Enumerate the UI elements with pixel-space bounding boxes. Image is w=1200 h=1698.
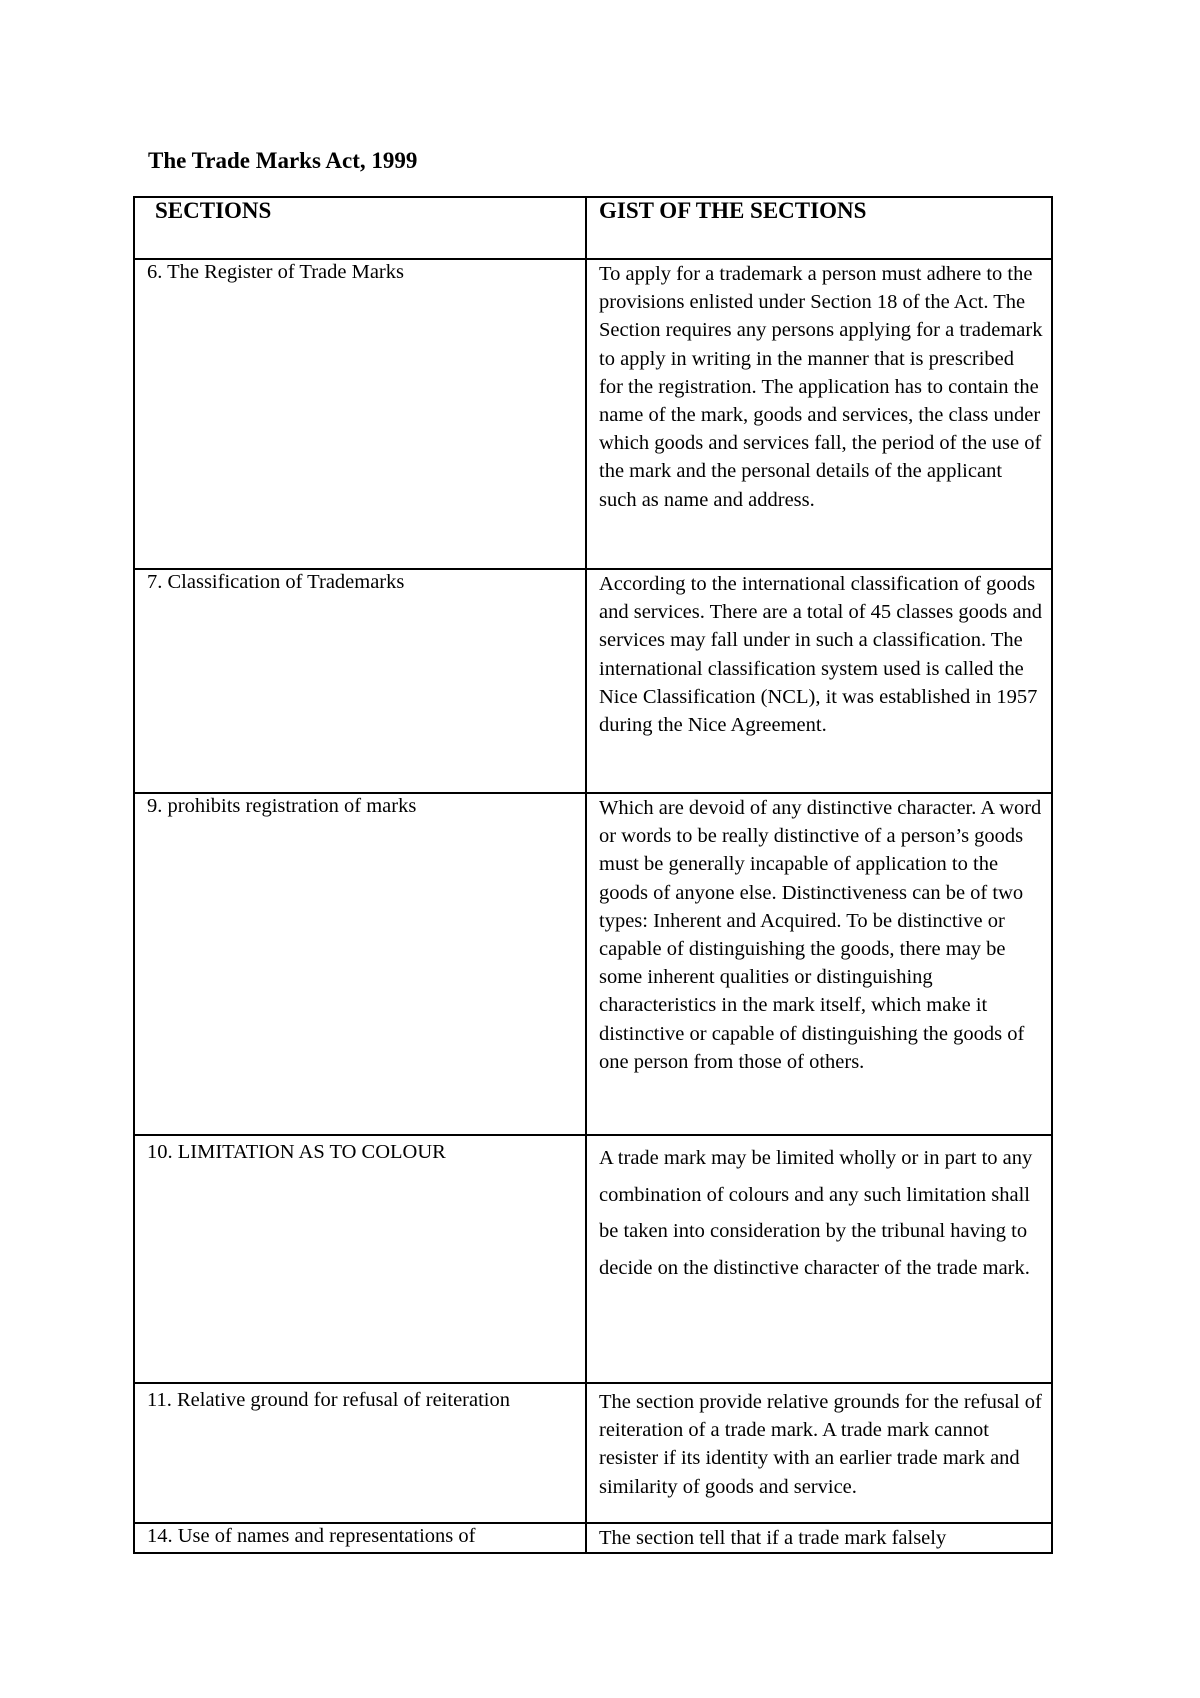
sections-table (133, 196, 1053, 1554)
table-row (134, 1383, 1052, 1523)
gist-cell: According to the international classification of goods and services. There are a total of 45 classes goods and services may fall under in such a classification. The international classification system used is called the Nice Classification (NCL), it was established in 1957 during the Nice Agreement. (586, 569, 1052, 793)
gist-cell: The section provide relative grounds for the refusal of reiteration of a trade mark. A trade mark cannot resister if its identity with an earlier trade mark and similarity of goods and service. (586, 1383, 1052, 1523)
section-cell: 11. Relative ground for refusal of reiteration (134, 1383, 586, 1523)
section-cell: 7. Classification of Trademarks (134, 569, 586, 793)
table-row (134, 569, 1052, 793)
table-row (134, 1135, 1052, 1383)
gist-cell: The section tell that if a trade mark falsely (586, 1523, 1052, 1553)
section-cell: 10. LIMITATION AS TO COLOUR (134, 1135, 586, 1383)
table-row (134, 259, 1052, 569)
section-cell: 6. The Register of Trade Marks (134, 259, 586, 569)
gist-cell: A trade mark may be limited wholly or in part to any combination of colours and any such limitation shall be taken into consideration by the tribunal having to decide on the distinctive character of the trade mark. (586, 1135, 1052, 1383)
table-header-row (134, 197, 1052, 259)
column-header-gist: GIST OF THE SECTIONS (586, 197, 1052, 259)
gist-cell: Which are devoid of any distinctive character. A word or words to be really distinctive of a person’s goods must be generally incapable of application to the goods of anyone else. Distinctiveness can be of two types: Inherent and Acquired. To be distinctive or capable of distinguishing the goods, there may be some inherent qualities or distinguishing characteristics in the mark itself, which make it distinctive or capable of distinguishing the goods of one person from those of others. (586, 793, 1052, 1135)
section-cell: 14. Use of names and representations of (134, 1523, 586, 1553)
section-cell: 9. prohibits registration of marks (134, 793, 586, 1135)
column-header-sections: SECTIONS (134, 197, 586, 259)
gist-cell: To apply for a trademark a person must adhere to the provisions enlisted under Section 18 of the Act. The Section requires any persons applying for a trademark to apply in writing in the manner that is prescribed for the registration. The application has to contain the name of the mark, goods and services, the class under which goods and services fall, the period of the use of the mark and the personal details of the applicant such as name and address. (586, 259, 1052, 569)
document-title: The Trade Marks Act, 1999 (148, 148, 418, 173)
table-row (134, 1523, 1052, 1553)
table-row (134, 793, 1052, 1135)
